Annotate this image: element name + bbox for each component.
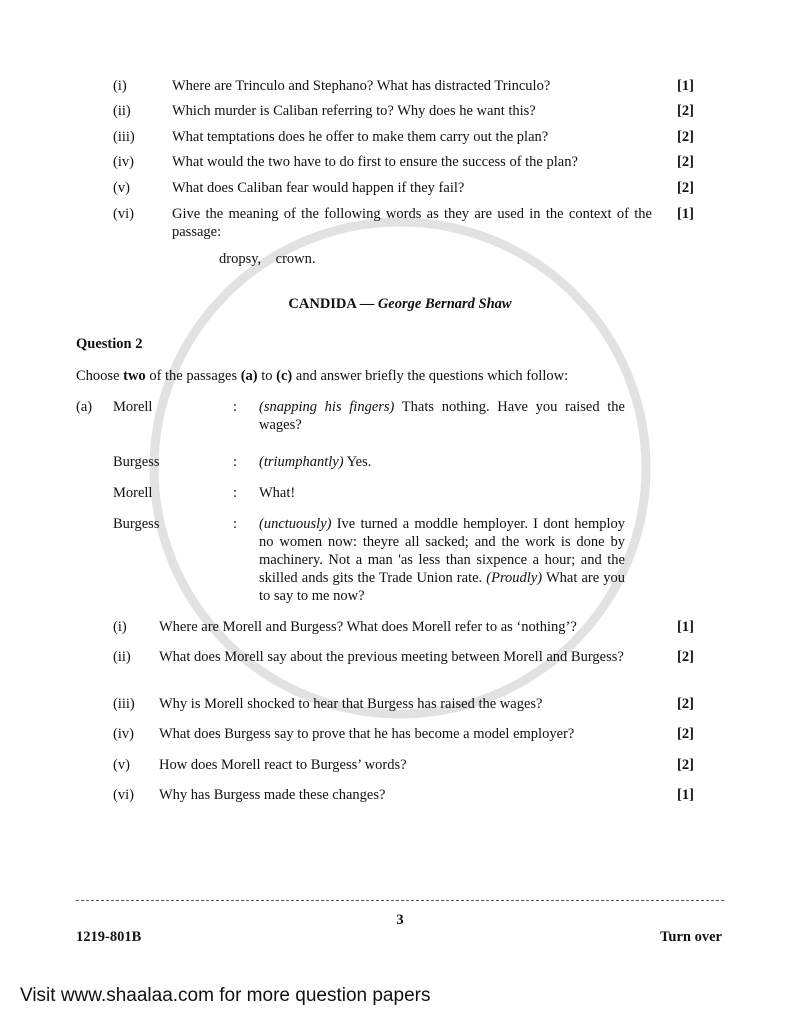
footer-divider: [76, 900, 724, 901]
stage-direction: (unctuously): [259, 516, 332, 532]
speech-text: Yes.: [343, 454, 372, 470]
paper-code: 1219-801B: [76, 929, 142, 945]
question-heading: Question 2: [76, 336, 143, 352]
question-text: Why has Burgess made these changes?: [159, 787, 386, 803]
visit-banner: Visit www.shaalaa.com for more question papers: [20, 985, 431, 1006]
speech: [259, 453, 371, 471]
question-number: (v): [113, 180, 130, 196]
page-number: 3: [396, 912, 404, 928]
question-number: (ii): [113, 649, 131, 665]
stage-direction: (triumphantly): [259, 454, 344, 470]
question-number: (vi): [113, 787, 134, 803]
instruction-text: of the passages: [145, 368, 241, 384]
stage-direction: (snapping his fingers): [259, 399, 395, 415]
speech-text: What are you to say to me now?: [259, 570, 626, 604]
question-marks: [1]: [677, 787, 694, 803]
question-text: What does Burgess say to prove that he has become a model employer?: [159, 726, 575, 742]
instruction-text: Choose: [76, 368, 124, 384]
question-number: (iii): [113, 129, 135, 145]
question-number: (i): [113, 78, 127, 94]
question-marks: [1]: [677, 206, 694, 222]
speech: [259, 484, 295, 502]
question-marks: [2]: [677, 649, 694, 665]
colon: :: [233, 399, 238, 415]
speech-text: What!: [259, 485, 296, 501]
question-marks: [2]: [677, 180, 694, 196]
section-author: George Bernard Shaw: [377, 296, 512, 312]
instruction-emphasis: two: [123, 368, 146, 384]
question-marks: [1]: [677, 619, 694, 635]
speaker: Burgess: [113, 454, 160, 470]
question-marks: [2]: [677, 757, 694, 773]
question-text: How does Morell react to Burgess’ words?: [159, 757, 407, 773]
words-list: dropsy, crown.: [219, 251, 316, 267]
speech-text: Thats nothing. Have you raised the wages?: [259, 399, 625, 433]
question-text: Which murder is Caliban referring to? Why does he want this?: [172, 103, 536, 119]
speaker: Morell: [113, 399, 153, 415]
colon: :: [233, 454, 238, 470]
question-text: What would the two have to do first to ensure the success of the plan?: [172, 154, 578, 170]
colon: :: [233, 516, 238, 532]
question-marks: [2]: [677, 696, 694, 712]
question-number: (iv): [113, 726, 134, 742]
speaker: Burgess: [113, 516, 160, 532]
question-text: Where are Trinculo and Stephano? What has distracted Trinculo?: [172, 78, 551, 94]
section-title: CANDIDA —: [288, 296, 375, 312]
speech: [259, 398, 625, 434]
instruction-text: to: [257, 368, 277, 384]
speech-text: Ive turned a moddle hemployer. I dont hemploy no women now: theyre all sacked; and the work is done by machinery. Not a man 'as less than sixpence a hour; and the skilled ands gits the Trade Union rate.: [259, 516, 625, 586]
question-text: What temptations does he offer to make them carry out the plan?: [172, 129, 549, 145]
question-text: Where are Morell and Burgess? What does Morell refer to as ‘nothing’?: [159, 619, 577, 635]
question-marks: [2]: [677, 129, 694, 145]
question-marks: [1]: [677, 78, 694, 94]
instruction: [76, 367, 568, 385]
question-text: Give the meaning of the following words as they are used in the context of the passage:: [172, 206, 652, 240]
question-text: What does Morell say about the previous meeting between Morell and Burgess?: [159, 649, 624, 665]
instruction-text: and answer briefly the questions which follow:: [292, 368, 569, 384]
question-number: (vi): [113, 206, 134, 222]
speech: [259, 515, 625, 605]
question-number: (iv): [113, 154, 134, 170]
instruction-emphasis: (a): [240, 368, 258, 384]
question-number: (iii): [113, 696, 135, 712]
speaker: Morell: [113, 485, 153, 501]
question-marks: [2]: [677, 103, 694, 119]
passage-label: (a): [76, 399, 93, 415]
question-marks: [2]: [677, 154, 694, 170]
section-heading: [0, 295, 800, 313]
question-number: (ii): [113, 103, 131, 119]
colon: :: [233, 485, 238, 501]
question-marks: [2]: [677, 726, 694, 742]
question-number: (v): [113, 757, 130, 773]
question-text: Why is Morell shocked to hear that Burgess has raised the wages?: [159, 696, 543, 712]
question-number: (i): [113, 619, 127, 635]
question-text: What does Caliban fear would happen if they fail?: [172, 180, 465, 196]
turn-over: Turn over: [660, 929, 722, 945]
stage-direction: (Proudly): [486, 570, 543, 586]
instruction-emphasis: (c): [276, 368, 293, 384]
